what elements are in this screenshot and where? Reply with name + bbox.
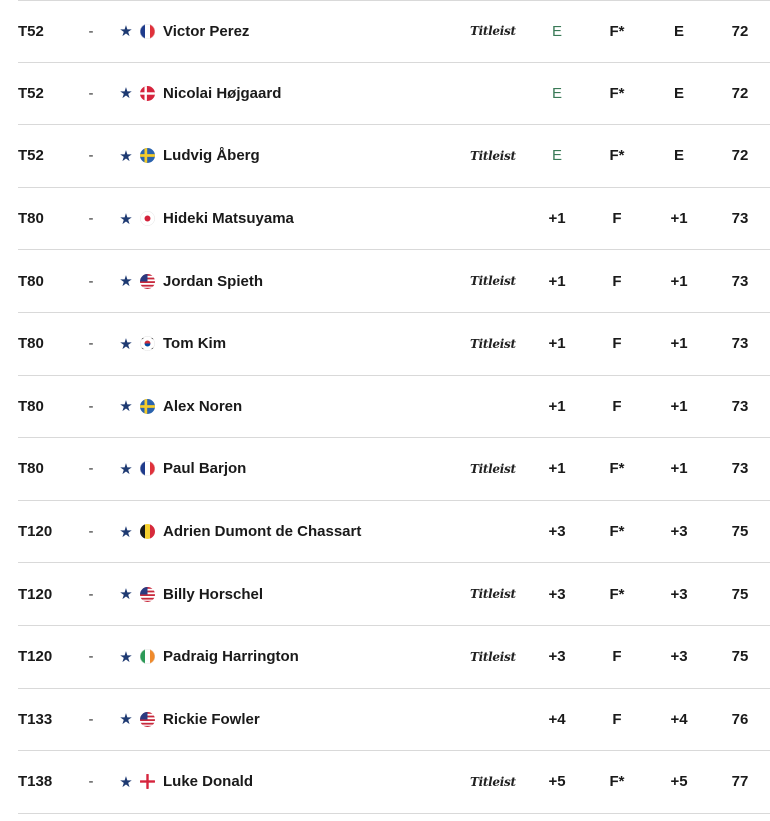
favorite-star-icon[interactable]: ★ [119,460,133,478]
movement-indicator: - [88,648,94,666]
round-score: +3 [670,585,688,603]
round-strokes: 73 [731,460,749,478]
favorite-star-icon[interactable]: ★ [119,273,133,291]
round-strokes: 73 [731,272,749,290]
titleist-logo-icon: Titleist [470,274,516,289]
round-score: +1 [670,272,688,290]
position: T52 [18,147,44,165]
player-row[interactable] [18,438,770,501]
round-score: E [673,22,684,40]
position: T120 [18,585,53,603]
thru: F* [609,585,625,603]
position: T120 [18,648,53,666]
denmark-flag-icon [140,86,155,101]
player-name[interactable]: Ludvig Åberg [163,147,260,165]
usa-flag-icon [140,274,155,289]
round-strokes: 75 [731,648,749,666]
position: T80 [18,210,44,228]
ireland-flag-icon [140,649,155,664]
position: T52 [18,84,44,102]
usa-flag-icon [140,712,155,727]
round-score: +3 [670,523,688,541]
player-name[interactable]: Paul Barjon [163,460,247,478]
round-score: +1 [670,460,688,478]
france-flag-icon [140,461,155,476]
total-to-par: +4 [548,710,566,728]
total-to-par: +1 [548,210,566,228]
total-to-par: +5 [548,773,566,791]
round-strokes: 75 [731,523,749,541]
titleist-logo-icon: Titleist [470,148,516,163]
thru: F [612,397,622,415]
position: T80 [18,460,44,478]
movement-indicator: - [88,147,94,165]
favorite-star-icon[interactable]: ★ [119,648,133,666]
player-name[interactable]: Padraig Harrington [163,648,299,666]
total-to-par: +3 [548,648,566,666]
thru: F* [609,460,625,478]
player-row[interactable] [18,376,770,439]
position: T133 [18,710,53,728]
player-row[interactable] [18,63,770,126]
belgium-flag-icon [140,524,155,539]
titleist-logo-icon: Titleist [470,461,516,476]
movement-indicator: - [88,773,94,791]
player-row[interactable] [18,0,770,63]
round-strokes: 72 [731,84,749,102]
movement-indicator: - [88,585,94,603]
movement-indicator: - [88,397,94,415]
favorite-star-icon[interactable]: ★ [119,523,133,541]
position: T120 [18,523,53,541]
movement-indicator: - [88,523,94,541]
round-score: +3 [670,648,688,666]
round-strokes: 76 [731,710,749,728]
sweden-flag-icon [140,399,155,414]
movement-indicator: - [88,22,94,40]
round-score: E [673,84,684,102]
player-name[interactable]: Nicolai Højgaard [163,84,282,102]
movement-indicator: - [88,460,94,478]
round-score: +5 [670,773,688,791]
position: T138 [18,773,53,791]
total-to-par: E [551,22,562,40]
position: T80 [18,397,44,415]
favorite-star-icon[interactable]: ★ [119,586,133,604]
player-row[interactable] [18,250,770,313]
movement-indicator: - [88,335,94,353]
thru: F* [609,22,625,40]
round-strokes: 72 [731,22,749,40]
player-row[interactable] [18,751,770,814]
total-to-par: +1 [548,335,566,353]
player-name[interactable]: Luke Donald [163,773,254,791]
total-to-par: +1 [548,460,566,478]
sweden-flag-icon [140,148,155,163]
player-row[interactable] [18,626,770,689]
player-name[interactable]: Tom Kim [163,335,227,353]
favorite-star-icon[interactable]: ★ [119,23,133,41]
japan-flag-icon [140,211,155,226]
player-name[interactable]: Alex Noren [163,397,243,415]
total-to-par: +3 [548,585,566,603]
thru: F* [609,523,625,541]
player-name[interactable]: Hideki Matsuyama [163,210,294,228]
position: T80 [18,335,44,353]
thru: F* [609,84,625,102]
titleist-logo-icon: Titleist [470,336,516,351]
favorite-star-icon[interactable]: ★ [119,335,133,353]
thru: F* [609,147,625,165]
titleist-logo-icon: Titleist [470,587,516,602]
movement-indicator: - [88,272,94,290]
round-score: E [673,147,684,165]
thru: F [612,210,622,228]
titleist-logo-icon: Titleist [470,24,516,39]
thru: F [612,710,622,728]
round-strokes: 73 [731,397,749,415]
player-name[interactable]: Jordan Spieth [163,272,264,290]
titleist-logo-icon: Titleist [470,649,516,664]
round-strokes: 73 [731,335,749,353]
round-score: +1 [670,397,688,415]
thru: F [612,648,622,666]
favorite-star-icon[interactable]: ★ [119,147,133,165]
favorite-star-icon[interactable]: ★ [119,711,133,729]
favorite-star-icon[interactable]: ★ [119,773,133,791]
total-to-par: +1 [548,272,566,290]
korea-flag-icon [140,336,155,351]
round-strokes: 77 [731,773,749,791]
player-row[interactable] [18,501,770,564]
usa-flag-icon [140,587,155,602]
player-row[interactable] [18,563,770,626]
position: T80 [18,272,44,290]
player-row[interactable] [18,313,770,376]
england-flag-icon [140,774,155,789]
player-row[interactable] [18,689,770,752]
position: T52 [18,22,44,40]
player-row[interactable] [18,188,770,251]
favorite-star-icon[interactable]: ★ [119,398,133,416]
round-score: +4 [670,710,688,728]
round-strokes: 75 [731,585,749,603]
movement-indicator: - [88,84,94,102]
total-to-par: E [551,84,562,102]
movement-indicator: - [88,710,94,728]
thru: F [612,272,622,290]
round-score: +1 [670,335,688,353]
total-to-par: +3 [548,523,566,541]
total-to-par: E [551,147,562,165]
round-score: +1 [670,210,688,228]
movement-indicator: - [88,210,94,228]
round-strokes: 72 [731,147,749,165]
total-to-par: +1 [548,397,566,415]
titleist-logo-icon: Titleist [470,774,516,789]
player-name[interactable]: Billy Horschel [163,585,264,603]
player-name[interactable]: Victor Perez [163,22,250,40]
favorite-star-icon[interactable]: ★ [119,210,133,228]
player-name[interactable]: Adrien Dumont de Chassart [163,523,362,541]
france-flag-icon [140,24,155,39]
thru: F* [609,773,625,791]
player-name[interactable]: Rickie Fowler [163,710,260,728]
thru: F [612,335,622,353]
favorite-star-icon[interactable]: ★ [119,85,133,103]
player-row[interactable] [18,125,770,188]
round-strokes: 73 [731,210,749,228]
